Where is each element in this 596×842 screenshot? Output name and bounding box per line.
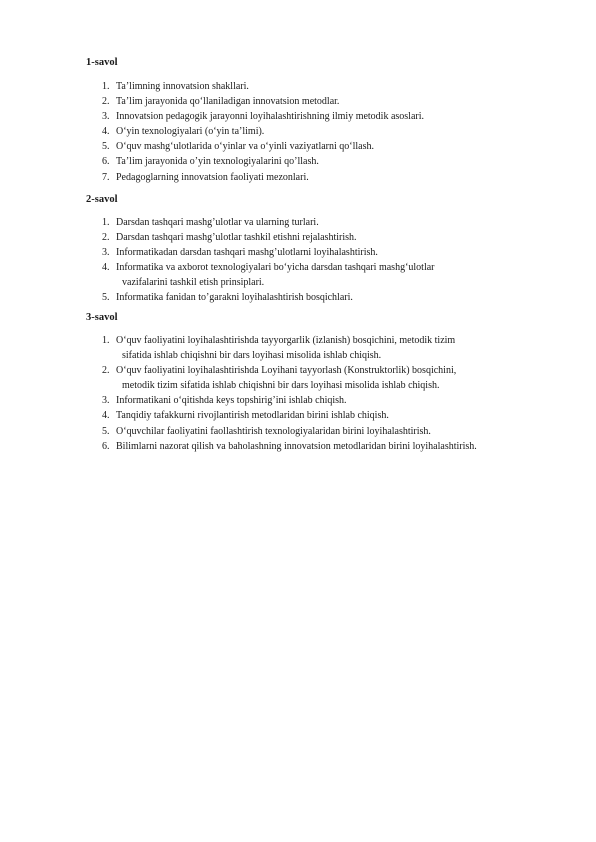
- list-item: [86, 215, 586, 230]
- list-item: [86, 94, 586, 109]
- item-number: 3.: [102, 111, 110, 123]
- section-heading: 1-savol: [86, 57, 118, 68]
- item-number: 7.: [102, 171, 110, 183]
- item-number: 5.: [102, 292, 110, 304]
- item-number: 3.: [102, 247, 110, 259]
- list-item: [86, 79, 586, 94]
- item-text: Darsdan tashqari mashg’ulotlar va ularning turlari.: [116, 217, 319, 228]
- question-list: [86, 333, 586, 454]
- question-list: [86, 79, 586, 185]
- item-text: Ta’lim jarayonida o’yin texnologiyalarini qo’llash.: [116, 156, 319, 168]
- item-text: Bilimlarni nazorat qilish va baholashning innovatsion metodlaridan birini loyihalashtirish.: [116, 440, 477, 452]
- list-item: [86, 170, 586, 185]
- item-number: 2.: [102, 232, 110, 244]
- item-text-continued: vazifalarini tashkil etish prinsiplari.: [122, 277, 265, 289]
- list-item: [86, 408, 586, 423]
- item-text: Ta’limning innovatsion shakllari.: [116, 81, 249, 92]
- item-text: Informatikani o‘qitishda keys topshirig’ini ishlab chiqish.: [116, 395, 347, 407]
- item-text: Tanqidiy tafakkurni rivojlantirish metodlaridan birini ishlab chiqish.: [116, 410, 389, 422]
- item-text: Informatika fanidan to’garakni loyihalashtirish bosqichlari.: [116, 292, 353, 304]
- item-number: 5.: [102, 425, 110, 437]
- section-heading: 3-savol: [86, 312, 118, 323]
- item-text: O‘quv faoliyatini loyihalashtirishda Loyihani tayyorlash (Konstruktorlik) bosqichini,: [116, 365, 457, 377]
- item-number: 3.: [102, 395, 110, 407]
- list-item: [86, 439, 586, 454]
- list-item: [86, 393, 586, 408]
- item-text: O‘quv faoliyatini loyihalashtirishda tayyorgarlik (izlanish) bosqichini, metodik tizim: [116, 335, 456, 346]
- list-item: [86, 333, 586, 363]
- item-text: Informatika va axborot texnologiyalari bo‘yicha darsdan tashqari mashg‘ulotlar: [116, 262, 435, 274]
- question-list: [86, 215, 586, 306]
- list-item: [86, 363, 586, 393]
- item-number: 1.: [102, 217, 110, 228]
- item-number: 2.: [102, 96, 110, 108]
- list-item: [86, 245, 586, 260]
- item-number: 4.: [102, 262, 110, 274]
- item-text: O‘quvchilar faoliyatini faollashtirish texnologiyalaridan birini loyihalashtirish.: [116, 425, 431, 437]
- list-item: [86, 124, 586, 139]
- item-text: Innovatsion pedagogik jarayonni loyihalashtirishning ilmiy metodik asoslari.: [116, 111, 425, 123]
- item-text-continued: sifatida ishlab chiqishni bir dars loyihasi misolida ishlab chiqish.: [122, 350, 382, 362]
- item-number: 5.: [102, 141, 110, 153]
- item-number: 4.: [102, 410, 110, 422]
- list-item: [86, 230, 586, 245]
- list-item: [86, 290, 586, 305]
- item-text: Pedagoglarning innovatsion faoliyati mezonlari.: [116, 171, 309, 183]
- item-text: Ta’lim jarayonida qo‘llaniladigan innovatsion metodlar.: [116, 96, 340, 108]
- item-number: 4.: [102, 126, 110, 138]
- item-number: 1.: [102, 81, 110, 92]
- list-item: [86, 139, 586, 154]
- item-number: 2.: [102, 365, 110, 377]
- list-item: [86, 154, 586, 169]
- list-item: [86, 424, 586, 439]
- item-text-continued: metodik tizim sifatida ishlab chiqishni bir dars loyihasi misolida ishlab chiqish.: [122, 380, 440, 392]
- section-heading: 2-savol: [86, 194, 118, 205]
- list-item: [86, 260, 586, 290]
- item-number: 6.: [102, 440, 110, 452]
- item-number: 6.: [102, 156, 110, 168]
- item-text: O‘yin texnologiyalari (o‘yin ta’limi).: [116, 126, 265, 138]
- item-number: 1.: [102, 335, 110, 346]
- item-text: O‘quv mashg‘ulotlarida o‘yinlar va o‘yinli vaziyatlarni qo‘llash.: [116, 141, 374, 153]
- item-text: Informatikadan darsdan tashqari mashg’ulotlarni loyihalashtirish.: [116, 247, 378, 259]
- item-text: Darsdan tashqari mashg’ulotlar tashkil etishni rejalashtirish.: [116, 232, 357, 244]
- list-item: [86, 109, 586, 124]
